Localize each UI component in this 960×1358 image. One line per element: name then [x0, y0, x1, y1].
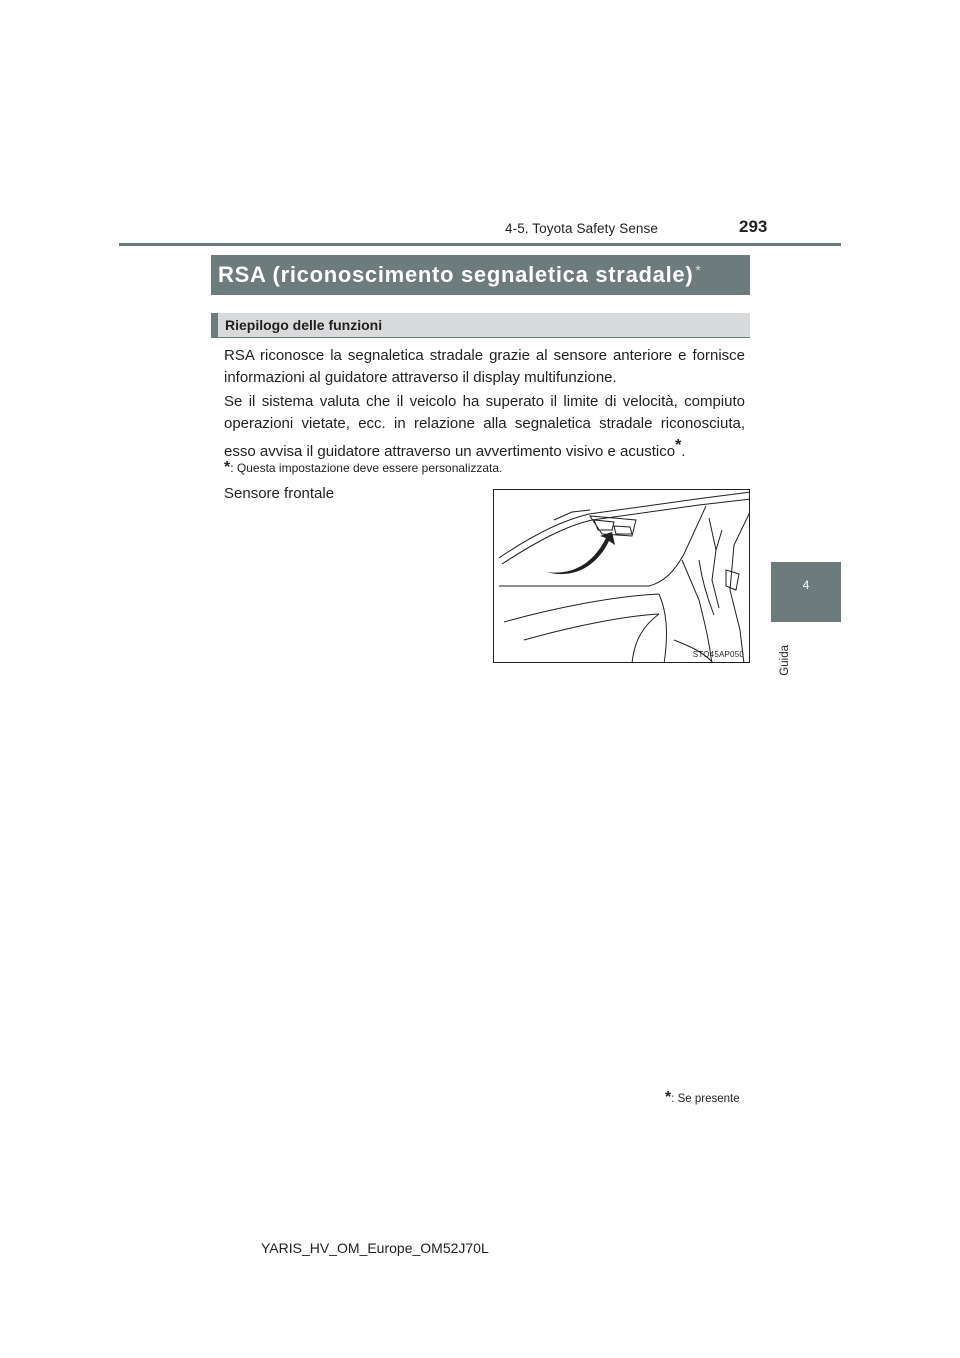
header-section-title: 4-5. Toyota Safety Sense — [505, 221, 658, 236]
customization-note — [224, 459, 502, 477]
subsection-bar — [211, 313, 750, 338]
windshield-sensor-drawing — [494, 490, 750, 663]
chapter-label: Guida — [779, 645, 791, 676]
footnote-mark: * — [665, 1089, 672, 1106]
front-sensor-illustration — [493, 489, 750, 663]
figure-code: STO45AP050 — [692, 650, 744, 659]
chapter-number: 4 — [802, 578, 810, 592]
figure-caption: Sensore frontale — [224, 485, 335, 502]
section-title-text: RSA (riconoscimento segnaletica stradale) — [218, 262, 694, 287]
paragraph-warning-mark: * — [675, 437, 682, 454]
paragraph-warning — [224, 391, 745, 463]
header-divider — [119, 243, 841, 246]
paragraph-warning-end: . — [681, 443, 686, 460]
page-number: 293 — [739, 217, 768, 236]
paragraph-overview: RSA riconosce la segnaletica stradale grazie al sensore anteriore e fornisce informazioni al guidatore attraverso il display multifunzione. — [224, 347, 745, 386]
subsection-accent — [211, 313, 218, 337]
note-mark: * — [224, 459, 231, 476]
paragraph-warning-text: Se il sistema valuta che il veicolo ha superato il limite di velocità, compiuto operazioni vietate, ecc. in relazione alla segnaletica stradale riconosciuta, esso avvisa il guidatore attraverso un avvertimento visivo e acustico — [224, 393, 745, 460]
section-title-bar — [211, 255, 750, 295]
section-title-mark: * — [695, 262, 702, 278]
availability-footnote — [665, 1089, 740, 1107]
chapter-tab — [771, 562, 841, 622]
note-text: : Questa impostazione deve essere personalizzata. — [230, 461, 503, 475]
section-title — [218, 262, 702, 288]
subsection-title: Riepilogo delle funzioni — [225, 317, 383, 333]
document-code: YARIS_HV_OM_Europe_OM52J70L — [261, 1240, 489, 1256]
footnote-text: : Se presente — [671, 1093, 740, 1105]
